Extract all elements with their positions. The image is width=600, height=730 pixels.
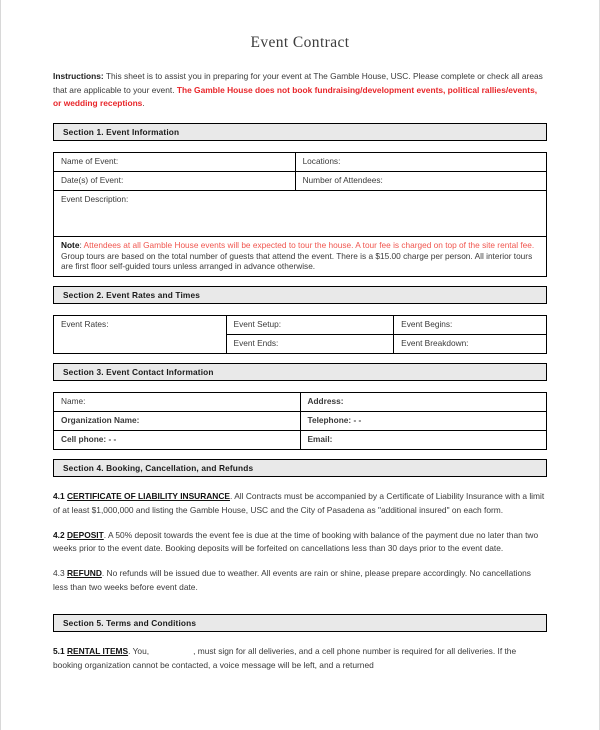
field-label-event-breakdown[interactable]: Event Breakdown: (394, 335, 547, 354)
table-row (54, 393, 547, 412)
clause-number: 4.3 (53, 567, 65, 578)
spacer (53, 450, 547, 459)
clause-title: RENTAL ITEMS (66, 646, 129, 657)
field-label-event-ends[interactable]: Event Ends: (226, 335, 394, 354)
spacer (53, 277, 547, 286)
field-label-event-setup[interactable]: Event Setup: (226, 316, 394, 335)
field-label-locations[interactable]: Locations: (295, 152, 546, 171)
instructions-warning-text: The Gamble House does not book fundraising/development events, political rallies/events, or wedding receptions (53, 84, 538, 109)
table-row (54, 190, 547, 236)
instructions-label: Instructions: (53, 71, 104, 81)
instructions-text-primary: This sheet is to assist you in preparing for your event at The Gamble House, USC. Please complete or check all areas that are applicable to your event. (53, 71, 543, 95)
field-label-name[interactable]: Name: (54, 393, 301, 412)
clause-body: . No refunds will be issued due to weather. All events are rain or shine, please prepare accordingly. No cancellations less than two weeks before event date. (53, 567, 531, 592)
section-4-heading: Section 4. Booking, Cancellation, and Refunds (53, 459, 547, 477)
field-label-number-of-attendees[interactable]: Number of Attendees: (295, 171, 546, 190)
instructions-paragraph (53, 70, 547, 111)
field-label-event-description[interactable]: Event Description: (54, 190, 547, 236)
field-label-cell-phone[interactable]: Cell phone: - - (54, 431, 301, 450)
page-title: Event Contract (250, 34, 350, 51)
field-label-dates-of-event[interactable]: Date(s) of Event: (54, 171, 296, 190)
clause-number: 4.1 (53, 491, 65, 502)
clause-body-before-blank: . You, (128, 646, 150, 657)
clause-number: 5.1 (53, 646, 65, 657)
clause-body: . All Contracts must be accompanied by a Certificate of Liability Insurance with a limit of at least $1,000,000 and listing the Gamble House, USC and the City of Pasadena as "additional insured" on each form. (53, 491, 545, 515)
section-5-heading: Section 5. Terms and Conditions (53, 614, 547, 632)
field-label-email[interactable]: Email: (300, 431, 547, 450)
section-5-clauses (53, 645, 547, 672)
section-1-note (54, 236, 547, 276)
note-red-text: Attendees at all Gamble House events will be expected to tour the house. A tour fee is charged on top of the site rental fee. (83, 239, 535, 250)
clause-5-1 (53, 645, 547, 672)
field-label-organization-name[interactable]: Organization Name: (54, 412, 301, 431)
document-body (1, 0, 599, 673)
clause-4-1 (53, 490, 547, 517)
table-row (54, 316, 547, 335)
section-1-table (53, 152, 547, 277)
table-row (54, 431, 547, 450)
clause-title: DEPOSIT (66, 529, 104, 540)
field-label-telephone[interactable]: Telephone: - - (300, 412, 547, 431)
field-label-event-begins[interactable]: Event Begins: (394, 316, 547, 335)
section-2-heading: Section 2. Event Rates and Times (53, 286, 547, 304)
field-label-name-of-event[interactable]: Name of Event: (54, 152, 296, 171)
clause-body: . A 50% deposit towards the event fee is due at the time of booking with balance of the payment due no later than two weeks prior to the event date. Booking deposits will be forfeited on cancellations less than 30 days prior to the event date. (53, 529, 539, 554)
spacer (53, 354, 547, 363)
section-1-heading: Section 1. Event Information (53, 123, 547, 141)
note-black-text: Group tours are based on the total number of guests that attend the event. There is a $15.00 charge per person. All interior tours are first floor self-guided tours unless arranged in advance otherwise. (61, 250, 533, 272)
field-label-address[interactable]: Address: (300, 393, 547, 412)
table-row (54, 412, 547, 431)
clause-4-3 (53, 567, 547, 594)
table-row (54, 236, 547, 276)
table-row (54, 152, 547, 171)
clause-title: REFUND (66, 567, 102, 578)
note-colon: : (79, 239, 84, 250)
clause-body-after-blank: , must sign for all deliveries, and a cell phone number is required for all deliveries. If the booking organization cannot be contacted, a voice message will be left, and a returned (53, 646, 517, 670)
table-row (54, 171, 547, 190)
clause-4-2 (53, 529, 547, 556)
field-label-event-rates[interactable]: Event Rates: (54, 316, 227, 354)
clause-title: CERTIFICATE OF LIABILITY INSURANCE (66, 491, 230, 502)
section-2-table (53, 315, 547, 354)
clause-number: 4.2 (53, 529, 65, 540)
spacer (53, 605, 547, 614)
section-3-table (53, 392, 547, 450)
instructions-text-trailing: . (142, 98, 145, 109)
section-3-heading: Section 3. Event Contact Information (53, 363, 547, 381)
section-4-clauses (53, 490, 547, 594)
note-label: Note (61, 239, 80, 250)
